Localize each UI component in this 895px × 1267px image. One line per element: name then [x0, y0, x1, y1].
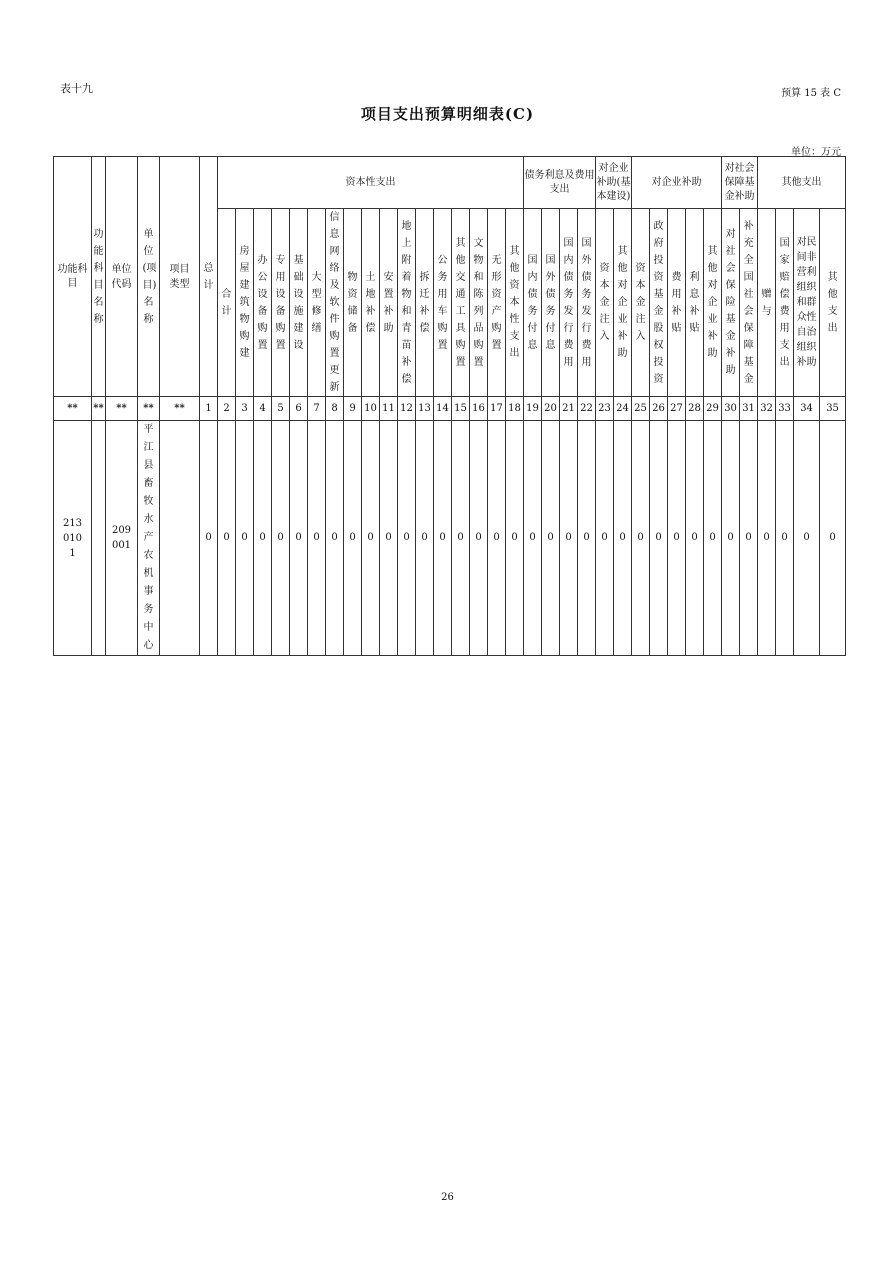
column-header: 补充全国社会保障基金: [740, 209, 758, 397]
column-header: 信息网络及软件购置更新: [326, 209, 344, 397]
cell-value: 0: [794, 421, 820, 656]
cell-value: 0: [524, 421, 542, 656]
column-header: 专用设备购置: [272, 209, 290, 397]
index-number: 27: [668, 397, 686, 421]
column-header: 赠与: [758, 209, 776, 397]
index-number: 13: [416, 397, 434, 421]
cell-value: 0: [272, 421, 290, 656]
index-number: 8: [326, 397, 344, 421]
header-unit-code: 单位代码: [106, 157, 138, 397]
column-header: 办公设备购置: [254, 209, 272, 397]
cell-value: 0: [758, 421, 776, 656]
cell-value: 0: [398, 421, 416, 656]
header-unit-name: 单位(项目)名称: [138, 157, 160, 397]
cell-value: 0: [416, 421, 434, 656]
budget-table: [53, 156, 846, 656]
cell-value: 0: [218, 421, 236, 656]
cell-value: 0: [380, 421, 398, 656]
index-number: 18: [506, 397, 524, 421]
cell-value: 0: [470, 421, 488, 656]
cell-value: 0: [578, 421, 596, 656]
index-number: 4: [254, 397, 272, 421]
cell-func-subject-name: [92, 421, 106, 656]
index-number: 32: [758, 397, 776, 421]
column-header: 政府投资基金股权投资: [650, 209, 668, 397]
header-func-subject: 功能科目: [54, 157, 92, 397]
column-header: 国家赔偿费用支出: [776, 209, 794, 397]
cell-value: 0: [776, 421, 794, 656]
index-number: 23: [596, 397, 614, 421]
cell-value: 0: [596, 421, 614, 656]
cell-value: 0: [506, 421, 524, 656]
column-header: 土地补偿: [362, 209, 380, 397]
index-star: **: [160, 397, 200, 421]
cell-value: 0: [326, 421, 344, 656]
index-number: 11: [380, 397, 398, 421]
budget-code: 预算 15 表 C: [781, 88, 841, 99]
column-header: 大型修缮: [308, 209, 326, 397]
cell-value: 0: [722, 421, 740, 656]
cell-value: 0: [632, 421, 650, 656]
index-number: 19: [524, 397, 542, 421]
index-star: **: [92, 397, 106, 421]
cell-value: 0: [434, 421, 452, 656]
header-project-type: 项目类型: [160, 157, 200, 397]
index-number: 25: [632, 397, 650, 421]
group-enterprise: 对企业补助: [632, 157, 722, 209]
group-capital: 资本性支出: [218, 157, 524, 209]
column-header: 基础设施建设: [290, 209, 308, 397]
column-header: 其他资本性支出: [506, 209, 524, 397]
index-number: 30: [722, 397, 740, 421]
index-number: 17: [488, 397, 506, 421]
index-number: 29: [704, 397, 722, 421]
index-star: **: [138, 397, 160, 421]
index-number: 3: [236, 397, 254, 421]
index-number: 33: [776, 397, 794, 421]
cell-func-subject: 2130101: [54, 421, 92, 656]
index-number: 16: [470, 397, 488, 421]
page-number: 26: [441, 1192, 454, 1203]
cell-value: 0: [488, 421, 506, 656]
column-header: 物资储备: [344, 209, 362, 397]
column-header: 其他对企业补助: [614, 209, 632, 397]
cell-value: 0: [820, 421, 846, 656]
column-header: 对民间非营利组织和群众性自治组织补助: [794, 209, 820, 397]
cell-value: 0: [740, 421, 758, 656]
unit-label: 单位：万元: [791, 147, 841, 158]
column-header: 房屋建筑物购建: [236, 209, 254, 397]
column-header: 其他对企业补助: [704, 209, 722, 397]
index-number: 10: [362, 397, 380, 421]
index-number: 7: [308, 397, 326, 421]
index-number: 14: [434, 397, 452, 421]
column-header: 资本金注入: [632, 209, 650, 397]
index-number: 35: [820, 397, 846, 421]
index-number: 31: [740, 397, 758, 421]
index-number: 28: [686, 397, 704, 421]
cell-value: 0: [344, 421, 362, 656]
index-number: 1: [200, 397, 218, 421]
index-number: 9: [344, 397, 362, 421]
header-func-subject-name: 功能科目名称: [92, 157, 106, 397]
index-number: 26: [650, 397, 668, 421]
index-number: 34: [794, 397, 820, 421]
table-number: 表十九: [60, 82, 93, 95]
group-debt: 债务利息及费用支出: [524, 157, 596, 209]
index-number: 20: [542, 397, 560, 421]
cell-value: 0: [236, 421, 254, 656]
cell-value: 0: [362, 421, 380, 656]
index-number: 21: [560, 397, 578, 421]
column-header: 对社会保险基金补助: [722, 209, 740, 397]
index-star: **: [106, 397, 138, 421]
cell-value: 0: [614, 421, 632, 656]
index-number: 15: [452, 397, 470, 421]
index-number: 24: [614, 397, 632, 421]
cell-value: 0: [668, 421, 686, 656]
column-header: 其他交通工具购置: [452, 209, 470, 397]
column-header: 利息补贴: [686, 209, 704, 397]
cell-project-type: [160, 421, 200, 656]
cell-value: 0: [686, 421, 704, 656]
index-number: 5: [272, 397, 290, 421]
column-header: 合计: [218, 209, 236, 397]
cell-value: 0: [290, 421, 308, 656]
cell-value: 0: [704, 421, 722, 656]
index-number: 22: [578, 397, 596, 421]
column-header: 国内债务付息: [524, 209, 542, 397]
cell-value: 0: [560, 421, 578, 656]
cell-unit-code: 209001: [106, 421, 138, 656]
index-number: 6: [290, 397, 308, 421]
cell-unit-name: 平江县畜牧水产农机事务中心: [138, 421, 160, 656]
cell-value: 0: [542, 421, 560, 656]
page-title: 项目支出预算明细表(C): [360, 105, 535, 123]
cell-value: 0: [200, 421, 218, 656]
index-number: 12: [398, 397, 416, 421]
group-enterprise-basic: 对企业补助(基本建设): [596, 157, 632, 209]
index-star: **: [54, 397, 92, 421]
column-header: 费用补贴: [668, 209, 686, 397]
column-header: 地上附着物和青苗补偿: [398, 209, 416, 397]
column-header: 拆迁补偿: [416, 209, 434, 397]
header-total: 总计: [200, 157, 218, 397]
column-header: 资本金注入: [596, 209, 614, 397]
cell-value: 0: [650, 421, 668, 656]
column-header: 国内债务发行费用: [560, 209, 578, 397]
column-header: 文物和陈列品购置: [470, 209, 488, 397]
column-header: 国外债务付息: [542, 209, 560, 397]
column-header: 国外债务发行费用: [578, 209, 596, 397]
cell-value: 0: [308, 421, 326, 656]
column-header: 其他支出: [820, 209, 846, 397]
group-social: 对社会保障基金补助: [722, 157, 758, 209]
cell-value: 0: [452, 421, 470, 656]
group-other: 其他支出: [758, 157, 846, 209]
index-number: 2: [218, 397, 236, 421]
column-header: 无形资产购置: [488, 209, 506, 397]
cell-value: 0: [254, 421, 272, 656]
column-header: 安置补助: [380, 209, 398, 397]
column-header: 公务用车购置: [434, 209, 452, 397]
